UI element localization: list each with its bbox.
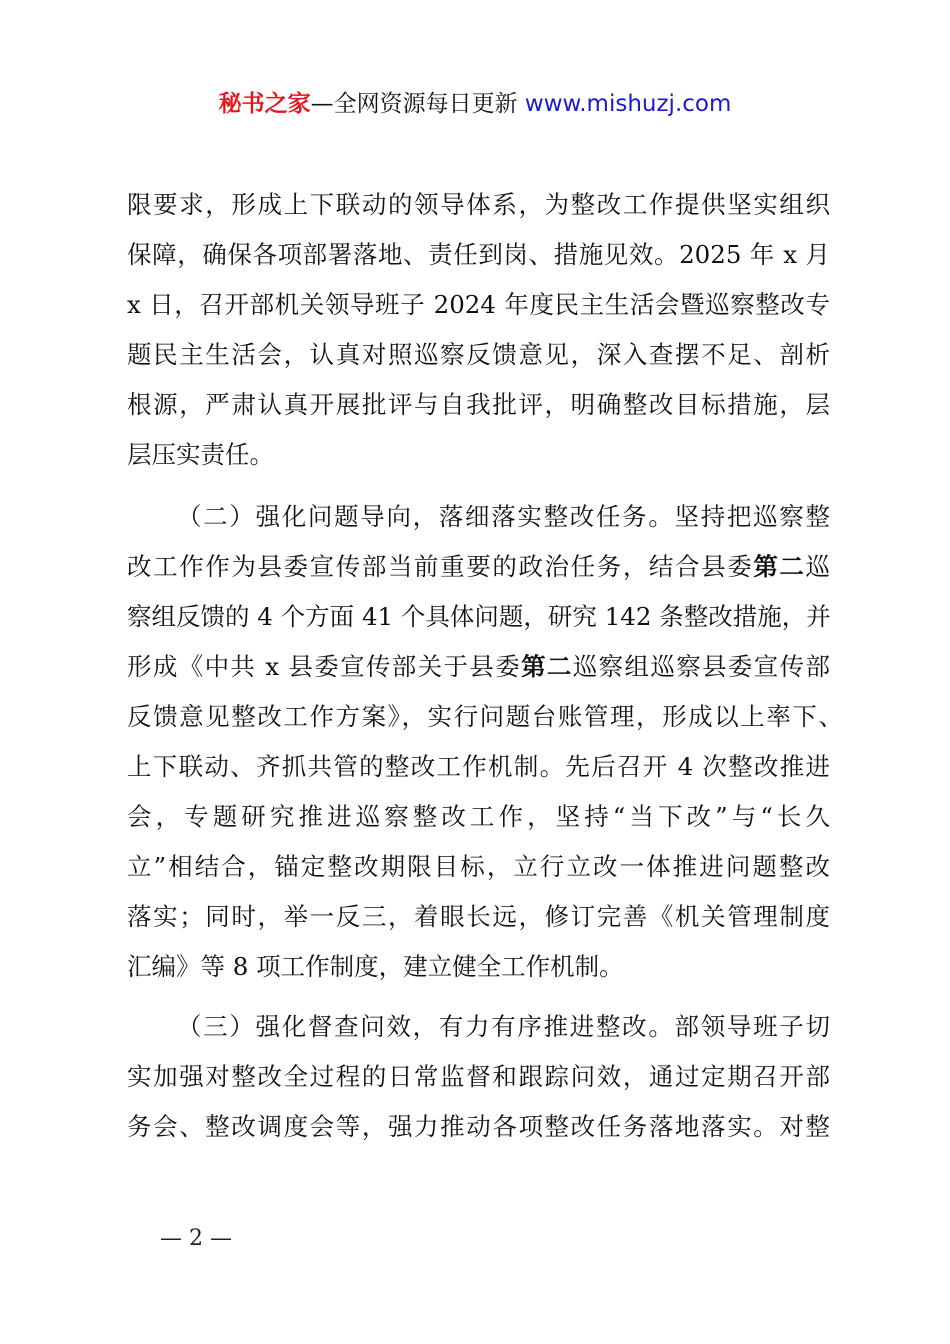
bold-segment: 第二 [521, 652, 573, 681]
site-brand: 秘书之家 [218, 91, 311, 117]
text-line: 立”相结合，锚定整改期限目标，立行立改一体推进问题整改 [127, 852, 830, 881]
text-line: 层压实责任。 [127, 440, 274, 469]
text-line: 保障，确保各项部署落地、责任到岗、措施见效。2025 年 x 月 [127, 240, 830, 269]
text-line: 反馈意见整改工作方案》，实行问题台账管理，形成以上率下、 [127, 702, 843, 731]
text-line: 题民主生活会，认真对照巡察反馈意见，深入查摆不足、剖析 [127, 340, 830, 369]
text-line: （二）强化问题导向，落细落实整改任务。坚持把巡察整 [177, 502, 830, 531]
text-line [127, 550, 830, 584]
text-line: 实加强对整改全过程的日常监督和跟踪问效，通过定期召开部 [127, 1062, 830, 1091]
text-segment: 巡 [805, 552, 831, 581]
text-line: x 日，召开部机关领导班子 2024 年度民主生活会暨巡察整改专 [127, 290, 830, 319]
text-line: 会，专题研究推进巡察整改工作，坚持“当下改”与“长久 [127, 802, 830, 831]
site-url-link[interactable]: www.mishuzj.com [524, 91, 732, 117]
text-line: （三）强化督查问效，有力有序推进整改。部领导班子切 [177, 1012, 830, 1041]
text-line: 务会、整改调度会等，强力推动各项整改任务落地落实。对整 [127, 1112, 830, 1141]
text-line: 根源，严肃认真开展批评与自我批评，明确整改目标措施，层 [127, 390, 830, 419]
page-number: — 2 — [160, 1226, 232, 1251]
text-line: 限要求，形成上下联动的领导体系，为整改工作提供坚实组织 [127, 190, 830, 219]
bold-segment: 第二 [753, 552, 806, 581]
site-header [0, 88, 950, 120]
text-segment: 改工作作为县委宣传部当前重要的政治任务，结合县委 [127, 552, 754, 581]
text-segment: 形成《中共 x 县委宣传部关于县委 [127, 652, 522, 681]
site-slogan: —全网资源每日更新 [310, 91, 525, 117]
text-line: 察组反馈的 4 个方面 41 个具体问题，研究 142 条整改措施，并 [127, 602, 831, 631]
text-line: 上下联动、齐抓共管的整改工作机制。先后召开 4 次整改推进 [127, 752, 830, 781]
text-line: 汇编》等 8 项工作制度，建立健全工作机制。 [127, 952, 624, 981]
text-line [127, 650, 830, 684]
text-segment: 巡察组巡察县委宣传部 [572, 652, 830, 681]
text-line: 落实；同时，举一反三，着眼长远，修订完善《机关管理制度 [127, 902, 830, 931]
